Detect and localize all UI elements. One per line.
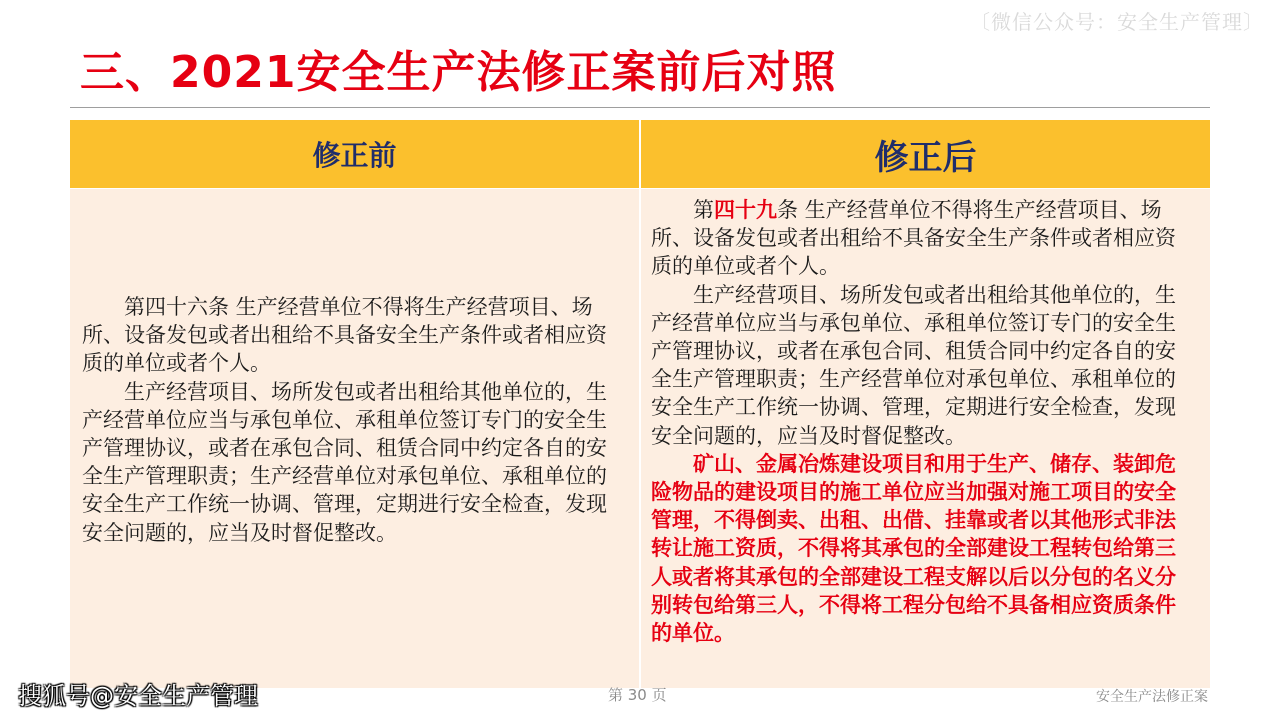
comparison-table — [70, 120, 1210, 688]
page-number: 第 30 页 — [608, 686, 667, 704]
after-article-paragraph-2: 生产经营项目、场所发包或者出租给其他单位的，生产经营单位应当与承包单位、承租单位签订专门的安全生产管理协议，或者在承包合同、租赁合同中约定各自的安全生产管理职责；生产经营单位对承包单位、承租单位的安全生产工作统一协调、管理，定期进行安全检查，发现安全问题的，应当及时督促整改。 — [651, 282, 1176, 448]
before-article-paragraph-2: 生产经营项目、场所发包或者出租给其他单位的，生产经营单位应当与承包单位、承租单位签订专门的安全生产管理协议，或者在承包合同、租赁合同中约定各自的安全生产管理职责；生产经营单位对承包单位、承租单位的安全生产工作统一协调、管理，定期进行安全检查，发现安全问题的，应当及时督促整改。 — [82, 379, 607, 545]
article-text: 条 生产经营单位不得将生产经营项目、场所、设备发包或者出租给不具备安全生产条件或者相应资质的单位或者个人。 — [651, 198, 1176, 279]
article-number-highlight: 四十九 — [714, 198, 777, 222]
after-added-paragraph: 矿山、金属冶炼建设项目和用于生产、储存、装卸危险物品的建设项目的施工单位应当加强对施工项目的安全管理，不得倒卖、出租、出借、挂靠或者以其他形式非法转让施工资质，不得将其承包的全部建设工程转包给第三人或者将其承包的全部建设工程支解以后以分包的名义分别转包给第三人，不得将工程分包给不具备相应资质条件的单位。 — [651, 451, 1176, 646]
title-divider — [70, 107, 1210, 108]
article-prefix: 第 — [693, 198, 714, 222]
cell-after — [641, 189, 1210, 688]
slide-title: 三、2021安全生产法修正案前后对照 — [80, 47, 837, 98]
cell-before — [70, 189, 639, 688]
column-divider — [639, 120, 641, 688]
sohu-watermark: 搜狐号@安全生产管理 — [18, 682, 258, 710]
header-after: 修正后 — [641, 120, 1210, 188]
header-before: 修正前 — [70, 120, 639, 188]
before-article-paragraph-1: 第四十六条 生产经营单位不得将生产经营项目、场所、设备发包或者出租给不具备安全生产条件或者相应资质的单位或者个人。 — [82, 295, 607, 376]
after-article-paragraph-1 — [651, 196, 1188, 281]
wechat-watermark: 〔微信公众号：安全生产管理〕 — [970, 10, 1264, 34]
footer-title: 安全生产法修正案 — [1096, 689, 1208, 705]
